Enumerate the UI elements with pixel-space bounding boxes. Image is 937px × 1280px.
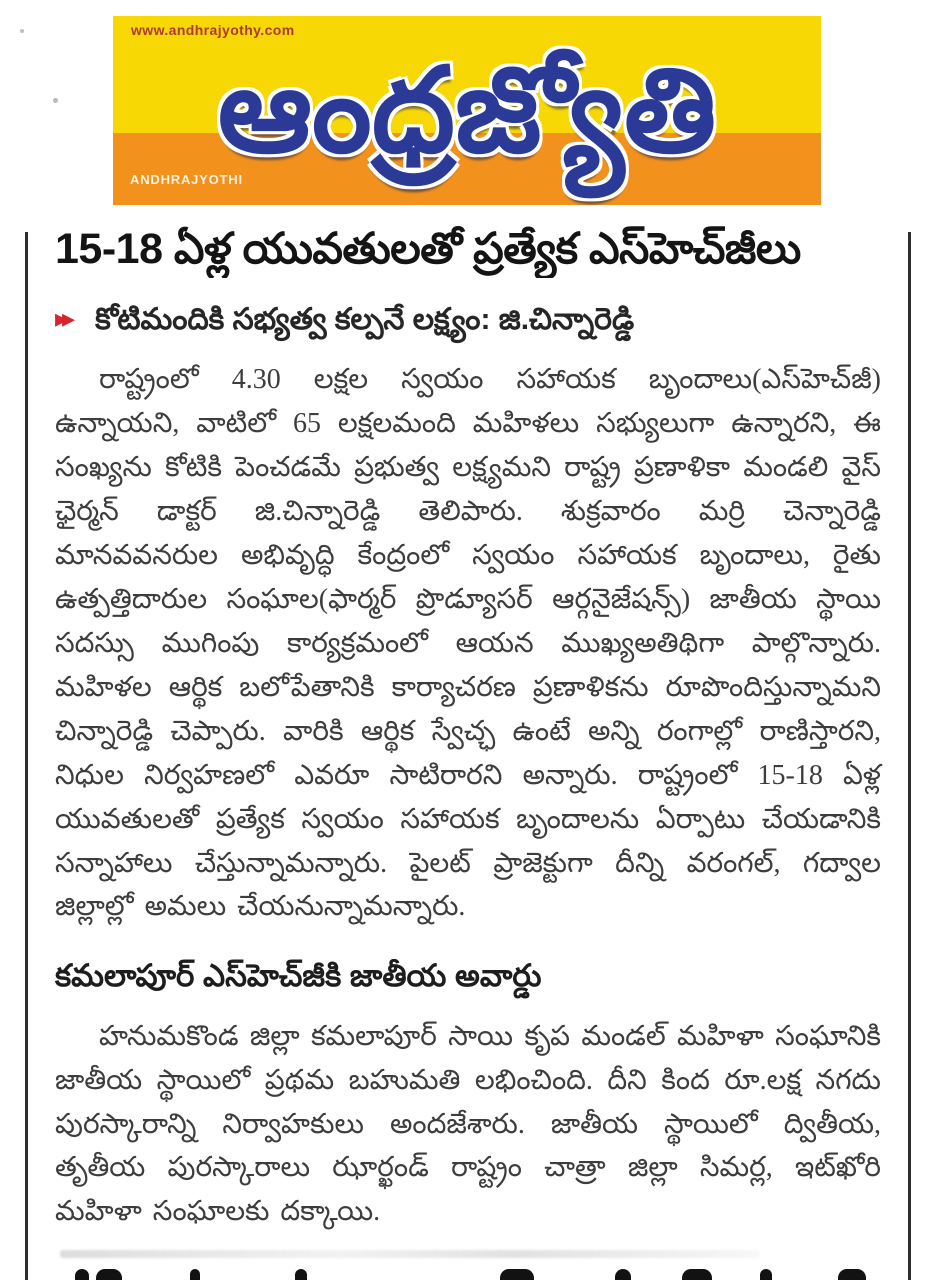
scan-speck xyxy=(53,98,58,103)
cutoff-glyph-fragment xyxy=(75,1269,89,1280)
article-subheading-2: కమలాపూర్ ఎస్‌హెచ్‌జీకి జాతీయ అవార్డు xyxy=(55,958,542,994)
cutoff-next-headline xyxy=(60,1264,867,1280)
article-paragraph-2: హనుమకొండ జిల్లా కమలాపూర్ సాయి కృప మండల్ మహిళా సంఘానికి జాతీయ స్థాయిలో ప్రథమ బహుమతి లభించింది. దీని కింద రూ.లక్ష నగదు పురస్కారాన్ని నిర్వాహకులు అందజేశారు. జాతీయ స్థాయిలో ద్వితీయ, తృతీయ పురస్కారాలు ఝార్ఖండ్ రాష్ట్రం చాత్రా జిల్లా సిమర్ల, ఇట్‌ఖోరి మహిళా సంఘాలకు దక్కాయి. xyxy=(55,1020,881,1228)
article-subheadline: కోటిమందికి సభ్యత్వ కల్పనే లక్ష్యం: జి.చిన్నారెడ్డి xyxy=(95,303,635,337)
cutoff-glyph-fragment xyxy=(760,1269,772,1280)
scan-speck xyxy=(20,29,24,33)
masthead-wordmark: ANDHRAJYOTHI xyxy=(130,172,243,187)
newspaper-logo: ఆంధ్రజ్యోతి xyxy=(217,46,717,177)
masthead-website-url: www.andhrajyothy.com xyxy=(131,22,295,38)
cutoff-glyph-fragment xyxy=(838,1269,866,1280)
double-arrow-icon: ▸▸ xyxy=(55,304,70,335)
cutoff-glyph-fragment xyxy=(615,1269,631,1280)
cutoff-glyph-fragment xyxy=(190,1269,200,1280)
article-headline: 15-18 ఏళ్ల యువతులతో ప్రత్యేక ఎస్‌హెచ్‌జీలు xyxy=(55,225,801,273)
cutoff-glyph-fragment xyxy=(500,1269,534,1280)
masthead-banner xyxy=(113,16,821,205)
column-rule-right xyxy=(908,232,911,1280)
column-rule-left xyxy=(25,232,28,1280)
cutoff-glyph-fragment xyxy=(295,1269,307,1280)
article xyxy=(55,220,881,1234)
print-bleed-artifact xyxy=(60,1250,760,1258)
article-paragraph-1: రాష్ట్రంలో 4.30 లక్షల స్వయం సహాయక బృందాలు(ఎస్‌హెచ్‌జీ) ఉన్నాయని, వాటిలో 65 లక్షలమంది మహిళలు సభ్యులుగా ఉన్నారని, ఈ సంఖ్యను కోటికి పెంచడమే ప్రభుత్వ లక్ష్యమని రాష్ట్ర ప్రణాళికా మండలి వైస్ ఛైర్మన్ డాక్టర్ జి.చిన్నారెడ్డి తెలిపారు. శుక్రవారం మర్రి చెన్నారెడ్డి మానవవనరుల అభివృద్ధి కేంద్రంలో స్వయం సహాయక బృందాలు, రైతు ఉత్పత్తిదారుల సంఘాల(ఫార్మర్ ప్రొడ్యూసర్ ఆర్గనైజేషన్స్) జాతీయ స్థాయి సదస్సు ముగింపు కార్యక్రమంలో ఆయన ముఖ్యఅతిథిగా పాల్గొన్నారు. మహిళల ఆర్థిక బలోపేతానికి కార్యాచరణ ప్రణాళికను రూపొందిస్తున్నామని చిన్నారెడ్డి చెప్పారు. వారికి ఆర్థిక స్వేచ్ఛ ఉంటే అన్ని రంగాల్లో రాణిస్తారని, నిధుల నిర్వహణలో ఎవరూ సాటిరారని అన్నారు. రాష్ట్రంలో 15-18 ఏళ్ల యువతులతో ప్రత్యేక స్వయం సహాయక బృందాలను ఏర్పాటు చేయడానికి సన్నాహాలు చేస్తున్నామన్నారు. పైలట్ ప్రాజెక్టుగా దీన్ని వరంగల్, గద్వాల జిల్లాల్లో అమలు చేయనున్నామన్నారు. xyxy=(55,364,881,923)
article-subheadline-row xyxy=(55,302,881,338)
cutoff-glyph-fragment xyxy=(96,1269,122,1280)
cutoff-glyph-fragment xyxy=(682,1269,712,1280)
